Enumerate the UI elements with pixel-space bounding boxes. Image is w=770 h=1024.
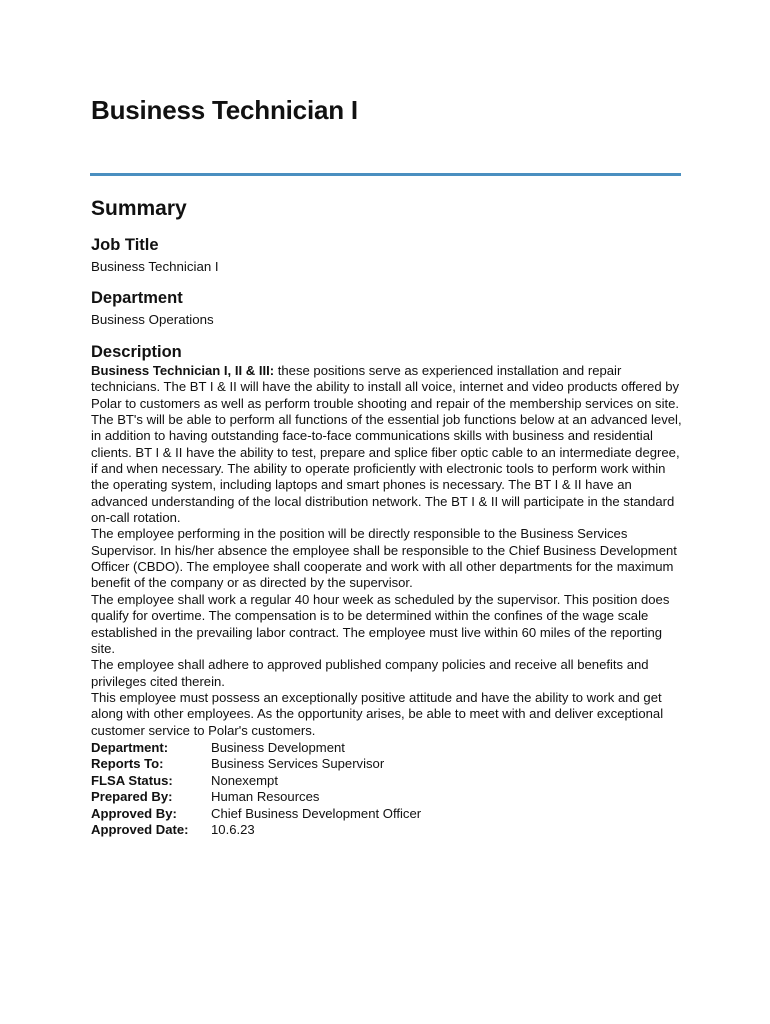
meta-row-approved-date xyxy=(91,822,421,838)
summary-heading: Summary xyxy=(91,197,187,220)
meta-label: Reports To: xyxy=(91,756,164,772)
description-lead-text: these positions serve as experienced installation and repair technicians. The BT I & II will have the ability to install all voice, internet and video products offered by Polar to customers as well as perform trouble shooting and repair of the membership services on site. The BT's will be able to perform all functions of the essential job functions below at an advanced level, in addition to having outstanding face-to-face communications skills with business and residential clients. BT I & II have the ability to test, prepare and splice fiber optic cable to an intermediate degree, if and when necessary. The ability to operate proficiently with electronic tools to perform work within the operating system, including laptops and smart phones is necessary. The BT I & II have an advanced understanding of the local distribution network. The BT I & II will participate in the standard on-call rotation. xyxy=(91,363,682,526)
meta-label: Approved Date: xyxy=(91,822,189,838)
description-body xyxy=(91,363,683,739)
description-lead-paragraph xyxy=(91,363,683,526)
meta-value: Chief Business Development Officer xyxy=(211,805,422,821)
department-heading: Department xyxy=(91,289,183,307)
description-lead-label: Business Technician I, II & III: xyxy=(91,363,275,378)
meta-row-flsa-status xyxy=(91,773,421,789)
meta-value: Nonexempt xyxy=(211,772,278,788)
description-paragraph: This employee must possess an exceptionally positive attitude and have the ability to work and get along with other employees. As the opportunity arises, be able to meet with and deliver exceptional customer service to Polar's customers. xyxy=(91,689,664,738)
meta-value: Business Services Supervisor xyxy=(211,756,385,772)
meta-value: 10.6.23 xyxy=(211,822,255,838)
meta-row-reports-to xyxy=(91,756,421,772)
meta-label: Approved By: xyxy=(91,805,177,821)
meta-row-department xyxy=(91,740,421,756)
department-value: Business Operations xyxy=(91,312,214,327)
meta-row-prepared-by xyxy=(91,789,421,805)
meta-label: Prepared By: xyxy=(91,789,173,805)
meta-value: Human Resources xyxy=(211,789,320,805)
metadata-table xyxy=(91,740,421,838)
document-title: Business Technician I xyxy=(91,95,358,125)
meta-value: Business Development xyxy=(211,740,345,755)
job-title-value: Business Technician I xyxy=(91,259,219,274)
meta-row-approved-by xyxy=(91,806,421,822)
title-divider xyxy=(90,173,681,176)
meta-label: FLSA Status: xyxy=(91,772,173,788)
meta-label: Department: xyxy=(91,740,169,755)
description-paragraph: The employee shall adhere to approved published company policies and receive all benefits and privileges cited therein. xyxy=(91,657,649,689)
description-paragraph: The employee performing in the position will be directly responsible to the Business Services Supervisor. In his/her absence the employee shall be responsible to the Chief Business Development Officer (CBDO). The employee shall cooperate and work with all other departments for the maximum benefit of the company or as directed by the supervisor. xyxy=(91,526,677,591)
description-heading: Description xyxy=(91,343,182,361)
description-paragraph: The employee shall work a regular 40 hour week as scheduled by the supervisor. This position does qualify for overtime. The compensation is to be determined within the confines of the wage scale established in the prevailing labor contract. The employee must live within 60 miles of the reporting site. xyxy=(91,591,670,656)
job-title-heading: Job Title xyxy=(91,236,159,254)
